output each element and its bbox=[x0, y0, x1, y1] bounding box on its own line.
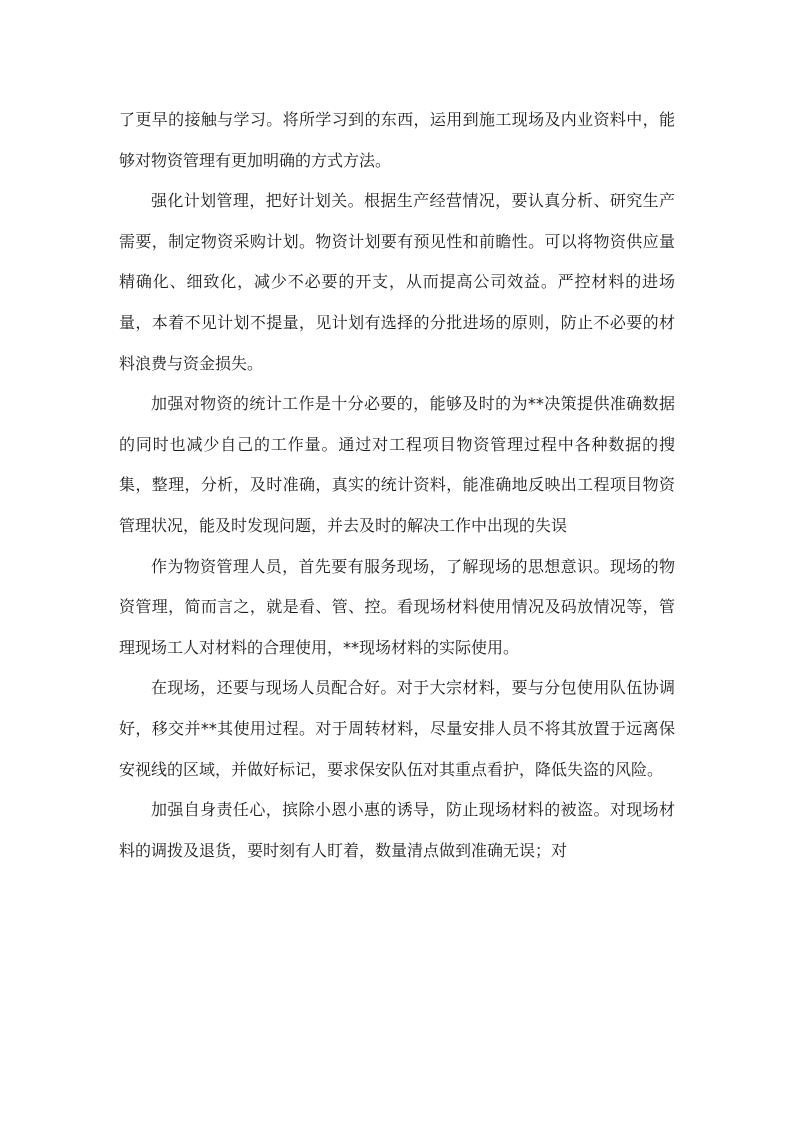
paragraph-site-cooperation: 在现场，还要与现场人员配合好。对于大宗材料，要与分包使用队伍协调好，移交并**其使用过程。对于周转材料，尽量安排人员不将其放置于远离保安视线的区域，并做好标记，要求保安队伍对其重点看护，降低失盗的风险。 bbox=[119, 678, 675, 779]
document-body bbox=[119, 100, 675, 871]
paragraph-plan-management: 强化计划管理，把好计划关。根据生产经营情况，要认真分析、研究生产需要，制定物资采购计划。物资计划要有预见性和前瞻性。可以将物资供应量精确化、细致化，减少不必要的开支，从而提高公司效益。严控材料的进场量，本着不见计划不提量，见计划有选择的分批进场的原则，防止不必要的材料浪费与资金损失。 bbox=[119, 191, 675, 373]
paragraph-continued-learning: 了更早的接触与学习。将所学习到的东西，运用到施工现场及内业资料中，能够对物资管理有更加明确的方式方法。 bbox=[119, 110, 675, 170]
paragraph-responsibility: 加强自身责任心，摈除小恩小惠的诱导，防止现场材料的被盗。对现场材料的调拨及退货，要时刻有人盯着，数量清点做到准确无误；对 bbox=[119, 800, 675, 860]
paragraph-statistics-work: 加强对物资的统计工作是十分必要的，能够及时的为**决策提供准确数据的同时也减少自己的工作量。通过对工程项目物资管理过程中各种数据的搜集，整理，分析，及时准确，真实的统计资料，能准确地反映出工程项目物资管理状况，能及时发现问题，并去及时的解决工作中出现的失误 bbox=[119, 394, 675, 535]
paragraph-site-service: 作为物资管理人员，首先要有服务现场，了解现场的思想意识。现场的物资管理，简而言之，就是看、管、控。看现场材料使用情况及码放情况等，管理现场工人对材料的合理使用，**现场材料的实际使用。 bbox=[119, 556, 675, 657]
